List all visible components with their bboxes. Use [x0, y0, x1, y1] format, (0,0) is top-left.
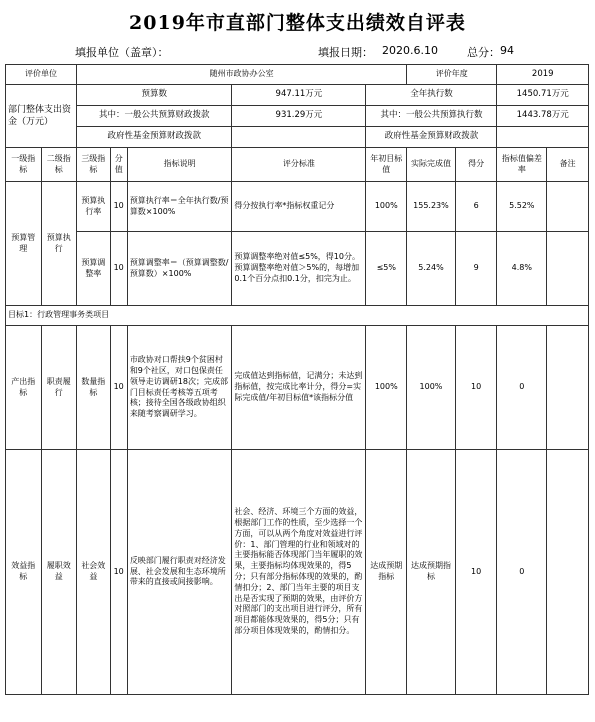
col-header: 备注 — [547, 148, 589, 182]
objective-label: 目标1：行政管理事务类项目 — [6, 306, 589, 326]
col-header: 年初目标值 — [366, 148, 407, 182]
fund-budget-label: 政府性基金预算财政拨款 — [77, 127, 232, 148]
note — [547, 232, 589, 306]
score-value: 94 — [500, 44, 514, 57]
table-row — [6, 326, 589, 450]
level1-indicator: 预算管理 — [6, 182, 42, 306]
general-budget-label: 其中：一般公共预算财政拨款 — [77, 106, 232, 127]
col-header: 一级指标 — [6, 148, 42, 182]
level2-indicator: 预算执行 — [41, 182, 77, 306]
indicator-description: 预算调整率＝（预算调整数/预算数）×100% — [127, 232, 232, 306]
page-title: 2019年市直部门整体支出绩效自评表 — [129, 12, 466, 34]
indicator-value: 10 — [110, 182, 127, 232]
note — [547, 450, 589, 695]
evaluation-table — [5, 64, 589, 695]
actual-value: 155.23% — [407, 182, 456, 232]
exec-value: 1450.71万元 — [497, 85, 589, 106]
indicator-value: 10 — [110, 326, 127, 450]
score: 10 — [455, 326, 497, 450]
note — [547, 326, 589, 450]
budget-label: 预算数 — [77, 85, 232, 106]
score-label: 总分： — [467, 46, 500, 59]
unit-label: 填报单位（盖章）： — [75, 46, 169, 59]
target-value: 100% — [366, 326, 407, 450]
col-header: 得分 — [455, 148, 497, 182]
table-row — [6, 182, 589, 232]
level3-indicator: 数量指标 — [77, 326, 111, 450]
score: 6 — [455, 182, 497, 232]
col-header: 指标值偏差率 — [497, 148, 547, 182]
fund-budget-value — [232, 127, 366, 148]
level3-indicator: 预算调整率 — [77, 232, 111, 306]
year-value: 2019 — [497, 65, 589, 85]
table-row — [6, 450, 589, 695]
indicator-description: 反映部门履行职责对经济发展、社会发展和生态环境所带来的直接或间接影响。 — [127, 450, 232, 695]
col-header: 二级指标 — [41, 148, 77, 182]
score: 9 — [455, 232, 497, 306]
level3-indicator: 预算执行率 — [77, 182, 111, 232]
target-value: 100% — [366, 182, 407, 232]
unit-col-label: 评价单位 — [6, 65, 77, 85]
fund-exec-label: 政府性基金预算财政拨款 — [366, 127, 497, 148]
actual-value: 达成预期指标 — [407, 450, 456, 695]
exec-label: 全年执行数 — [366, 85, 497, 106]
unit-name: 随州市政协办公室 — [77, 65, 407, 85]
date-value: 2020.6.10 — [382, 44, 438, 57]
note — [547, 182, 589, 232]
level1-indicator: 产出指标 — [6, 326, 42, 450]
indicator-description: 预算执行率＝全年执行数/预算数×100% — [127, 182, 232, 232]
level3-indicator: 社会效益 — [77, 450, 111, 695]
deviation-rate: 0 — [497, 326, 547, 450]
scoring-criteria: 社会、经济、环境三个方面的效益，根据部门工作的性质，至少选择一个方面，可以从两个角度对效益进行评价：1、部门管理的行业和领域对的主要指标能否体现部门当年履职的效果，主要指标均体现效果的，得5分；只有部分指标体现的效果的，酌情扣分；2、部门当年主要的项目支出是否实现了预期的效果，由评价方对照部门的支出项目进行评分，所有项目都能体现效果的，得5分；只有部分项目体现效果的，酌情扣分。 — [232, 450, 366, 695]
indicator-value: 10 — [110, 232, 127, 306]
col-header: 指标说明 — [127, 148, 232, 182]
fund-exec-value — [497, 127, 589, 148]
general-exec-label: 其中：一般公共预算执行数 — [366, 106, 497, 127]
date-label: 填报日期： — [318, 46, 373, 59]
funds-row-government-fund — [6, 127, 589, 148]
table-row — [6, 232, 589, 306]
col-header: 三级指标 — [77, 148, 111, 182]
funds-row-general — [6, 106, 589, 127]
target-value: ≤5% — [366, 232, 407, 306]
col-header: 评分标准 — [232, 148, 366, 182]
column-header-row — [6, 148, 589, 182]
year-col-label: 评价年度 — [407, 65, 497, 85]
col-header: 实际完成值 — [407, 148, 456, 182]
target-value: 达成预期指标 — [366, 450, 407, 695]
actual-value: 100% — [407, 326, 456, 450]
indicator-description: 市政协对口帮扶9个贫困村和9个社区，对口包保责任领导走访调研18次；完成部门目标责任考核等五项考核；接待全国各级政协组织来随考察调研学习。 — [127, 326, 232, 450]
deviation-rate: 0 — [497, 450, 547, 695]
col-header: 分值 — [110, 148, 127, 182]
budget-value: 947.11万元 — [232, 85, 366, 106]
scoring-criteria: 预算调整率绝对值≤5%，得10分。预算调整率绝对值＞5%的，每增加0.1个百分点扣0.1分，扣完为止。 — [232, 232, 366, 306]
deviation-rate: 5.52% — [497, 182, 547, 232]
level2-indicator: 履职效益 — [41, 450, 77, 695]
funds-label: 部门整体支出资金（万元） — [6, 85, 77, 148]
score: 10 — [455, 450, 497, 695]
deviation-rate: 4.8% — [497, 232, 547, 306]
header-row — [6, 65, 589, 85]
general-budget-value: 931.29万元 — [232, 106, 366, 127]
general-exec-value: 1443.78万元 — [497, 106, 589, 127]
funds-row-budget — [6, 85, 589, 106]
actual-value: 5.24% — [407, 232, 456, 306]
level1-indicator: 效益指标 — [6, 450, 42, 695]
scoring-criteria: 得分按执行率*指标权重记分 — [232, 182, 366, 232]
level2-indicator: 职责履行 — [41, 326, 77, 450]
objective-row — [6, 306, 589, 326]
indicator-value: 10 — [110, 450, 127, 695]
scoring-criteria: 完成值达到指标值，记满分；未达到指标值，按完成比率计分，得分=实际完成值/年初目标值*该指标分值 — [232, 326, 366, 450]
